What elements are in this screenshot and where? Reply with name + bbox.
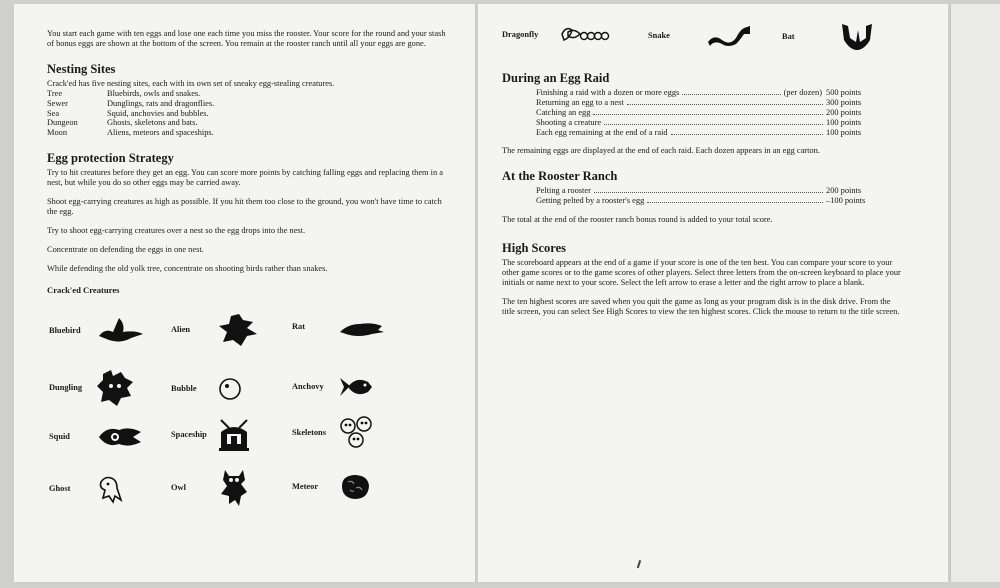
site-creatures: Ghosts, skeletons and bats.: [107, 118, 198, 128]
creature-spaceship: [171, 418, 251, 452]
score-desc: Catching an egg: [536, 107, 591, 117]
creature-label: Anchovy: [292, 381, 324, 391]
creatures-grid: [47, 304, 447, 524]
creature-bubble: [171, 376, 243, 402]
score-value: –100 points: [826, 196, 866, 206]
owl-icon: [217, 468, 251, 508]
score-row: [536, 118, 870, 128]
site-creatures: Aliens, meteors and spaceships.: [107, 128, 214, 138]
spaceship-icon: [217, 418, 251, 452]
creature-label: Dragonfly: [502, 30, 539, 40]
score-desc: Shooting a creature: [536, 117, 602, 127]
nesting-sites-table: [47, 89, 447, 139]
creature-label: Rat: [292, 321, 306, 331]
top-creatures-row: [502, 30, 902, 58]
score-row: [536, 186, 870, 196]
site-creatures: Dunglings, rats and dragonflies.: [107, 98, 215, 108]
site-name: Moon: [47, 128, 68, 138]
snake-icon: [706, 24, 752, 48]
creature-rat: [292, 316, 386, 338]
rat-icon: [338, 316, 386, 338]
ranch-scoring-table: [536, 186, 870, 206]
score-value: 100 points: [826, 127, 862, 137]
score-value: 300 points: [826, 97, 862, 107]
score-desc: Pelting a rooster: [536, 186, 591, 196]
high-scores-heading: High Scores: [502, 241, 567, 256]
squid-icon: [95, 424, 143, 450]
meteor-icon: [338, 472, 372, 502]
creature-label: Skeletons: [292, 427, 326, 437]
high-scores-paragraph: The ten highest scores are saved when you quit the game as long as your program disk is in the disk drive. From the title screen, you can select See High Scores to view the ten highest scores. Click the mouse to return to the title screen.: [502, 296, 900, 316]
skeletons-icon: [338, 416, 378, 450]
strategy-paragraph: While defending the old yolk tree, concentrate on shooting birds rather than snakes.: [47, 263, 328, 273]
creature-label: Bat: [782, 32, 795, 42]
score-value: 500 points: [826, 88, 862, 97]
left-page: [14, 4, 476, 582]
score-row: [536, 128, 870, 138]
strategy-paragraph: Try to hit creatures before they get an egg. You can score more points by catching falling eggs and replacing them in a nest, but while you do so other eggs may be carried away.: [47, 168, 443, 188]
strategy-paragraph: Try to shoot egg-carrying creatures over a nest so the egg drops into the nest.: [47, 225, 306, 235]
creature-snake: [648, 24, 752, 48]
creatures-heading: Crack'ed Creatures: [47, 284, 120, 295]
score-value: 200 points: [826, 186, 862, 196]
creature-dungling: [49, 368, 135, 408]
site-name: Sea: [47, 108, 60, 118]
creature-dragonfly: [502, 24, 610, 46]
creature-bat: [782, 22, 874, 52]
creature-anchovy: [292, 374, 374, 400]
creature-label: Meteor: [292, 481, 319, 491]
site-name: Sewer: [47, 98, 68, 108]
creature-squid: [49, 424, 143, 450]
right-page: [478, 4, 948, 582]
nesting-intro: Crack'ed has five nesting sites, each with its own set of sneaky egg-stealing creatures.: [47, 78, 335, 88]
dungling-icon: [95, 368, 135, 408]
scan-mark: [637, 560, 641, 568]
score-desc: Getting pelted by a rooster's egg: [536, 196, 645, 206]
score-note: (per dozen): [783, 88, 822, 97]
raid-heading: During an Egg Raid: [502, 71, 610, 85]
creature-label: Dungling: [49, 382, 83, 392]
creature-label: Bubble: [171, 383, 197, 393]
strategy-heading: Egg protection Strategy: [47, 151, 174, 166]
creature-label: Owl: [171, 482, 186, 492]
creature-alien: [171, 312, 261, 348]
bubble-icon: [217, 376, 243, 402]
creature-bluebird: [49, 314, 145, 348]
raid-scoring-table: [536, 88, 870, 137]
nesting-sites-heading: Nesting Sites: [47, 61, 116, 76]
next-page-edge: [950, 4, 1000, 582]
creature-label: Bluebird: [49, 325, 81, 335]
score-value: 100 points: [826, 117, 862, 127]
creature-label: Ghost: [49, 483, 71, 493]
score-desc: Returning an egg to a nest: [536, 97, 624, 107]
raid-note: The remaining eggs are displayed at the end of each raid. Each dozen appears in an egg carton.: [502, 146, 820, 156]
score-value: 200 points: [826, 107, 862, 117]
site-creatures: Squid, anchovies and bubbles.: [107, 108, 209, 118]
strategy-paragraph: Concentrate on defending the eggs in one nest.: [47, 244, 204, 254]
bluebird-icon: [95, 314, 145, 348]
site-creatures: Bluebirds, owls and snakes.: [107, 88, 201, 98]
score-desc: Finishing a raid with a dozen or more eggs: [536, 88, 680, 97]
score-row: [536, 196, 870, 206]
site-name: Dungeon: [47, 118, 78, 128]
creature-label: Snake: [648, 31, 670, 41]
bat-icon: [840, 22, 874, 52]
ranch-heading: At the Rooster Ranch: [502, 169, 618, 184]
intro-paragraph: You start each game with ten eggs and lose one each time you miss the rooster. Your score for the round and your stash of bonus eggs are shown at the bottom of the screen. You remain at the rooster ranch until all your eggs are gone.: [47, 29, 446, 48]
creature-skeletons: [292, 416, 378, 450]
creature-label: Spaceship: [171, 429, 207, 439]
ranch-note: The total at the end of the rooster ranch bonus round is added to your total score.: [502, 215, 773, 225]
creature-label: Squid: [49, 431, 70, 441]
high-scores-paragraph: The scoreboard appears at the end of a game if your score is one of the ten best. You can compare your score to your other game scores or to the game scores of other players. Select three letters from the on-screen keyboard to place your initials or name next to your score. Select the left arrow to erase a letter and the right arrow to place a blank.: [502, 258, 901, 287]
score-row: [536, 98, 870, 108]
creature-ghost: [49, 474, 125, 504]
alien-icon: [217, 312, 261, 348]
creature-meteor: [292, 472, 372, 502]
score-row: [536, 108, 870, 118]
site-name: Tree: [47, 88, 63, 98]
strategy-paragraph: Shoot egg-carrying creatures as high as possible. If you hit them too close to the ground, you won't have time to catch the egg.: [47, 197, 442, 216]
dragonfly-icon: [560, 24, 610, 46]
anchovy-icon: [338, 374, 374, 400]
score-desc: Each egg remaining at the end of a raid: [536, 127, 668, 137]
creature-label: Alien: [171, 324, 191, 334]
score-row: [536, 88, 870, 98]
ghost-icon: [95, 474, 125, 504]
creature-owl: [171, 468, 251, 508]
